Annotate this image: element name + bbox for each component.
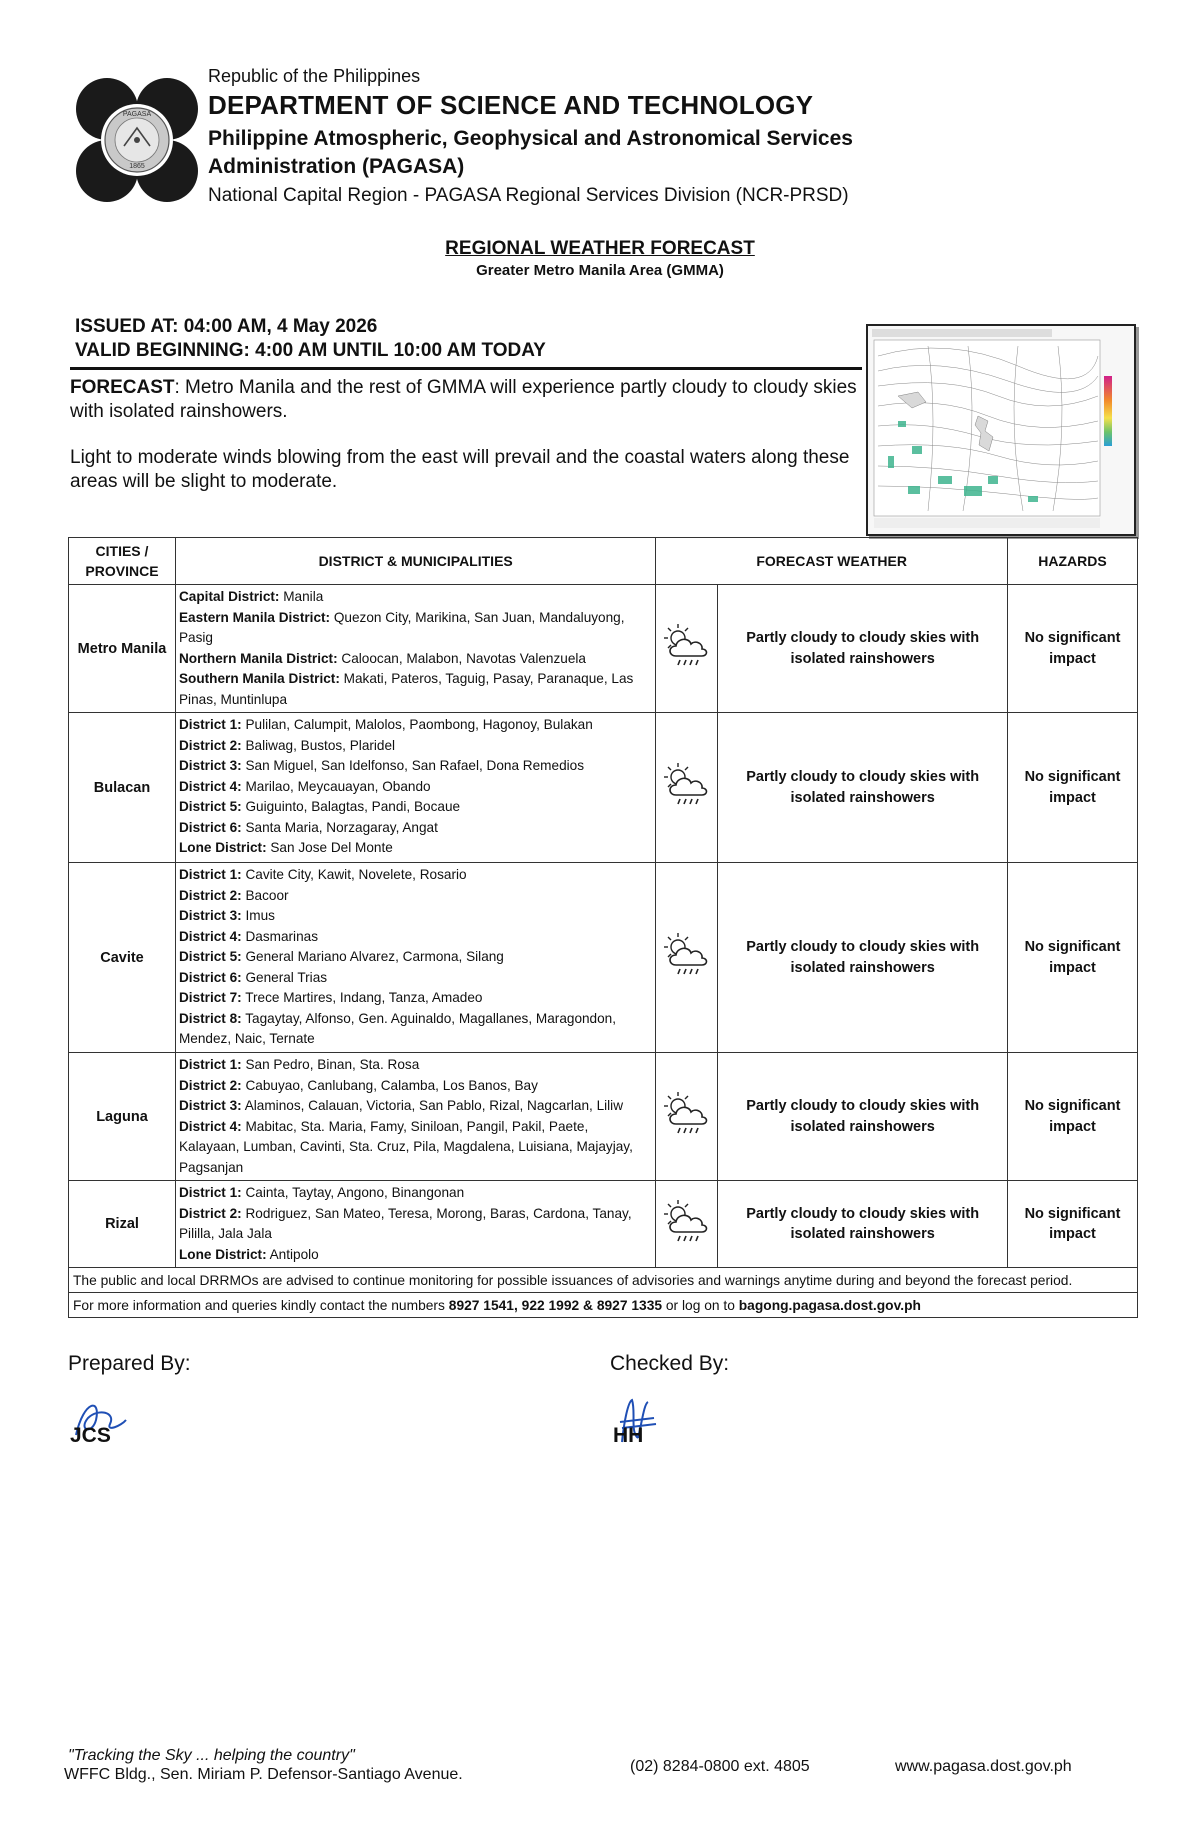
header-forecast: FORECAST WEATHER xyxy=(656,538,1008,585)
hazard-status: No significant impact xyxy=(1008,1181,1138,1268)
district-municipalities: Caloocan, Malabon, Navotas Valenzuela xyxy=(337,650,586,666)
contact-prefix: For more information and queries kindly contact the numbers xyxy=(73,1297,449,1313)
district-label: District 5: xyxy=(178,949,242,964)
table-row xyxy=(69,713,1138,863)
district-municipalities: Marilao, Meycauayan, Obando xyxy=(241,778,431,794)
issued-at: ISSUED AT: 04:00 AM, 4 May 2026 xyxy=(75,316,378,337)
document-title: REGIONAL WEATHER FORECAST xyxy=(445,238,755,259)
table-row xyxy=(69,585,1138,713)
district-label: Lone District: xyxy=(178,1246,267,1262)
district-municipalities: Bacoor xyxy=(241,887,289,903)
partly-cloudy-rain-icon xyxy=(656,713,718,863)
district-label: Eastern Manila District: xyxy=(178,609,331,625)
city-name: Bulacan xyxy=(69,713,176,863)
district-line xyxy=(179,669,652,710)
partly-cloudy-rain-icon xyxy=(656,1053,718,1181)
district-line xyxy=(179,886,652,907)
district-label: Northern Manila District: xyxy=(178,650,338,666)
district-label: District 4: xyxy=(178,778,242,794)
district-line xyxy=(179,777,652,798)
district-label: District 6: xyxy=(178,819,242,835)
district-label: District 8: xyxy=(178,1010,242,1026)
district-line xyxy=(179,927,652,948)
header-districts: DISTRICT & MUNICIPALITIES xyxy=(175,538,655,585)
district-municipalities: San Miguel, San Idelfonso, San Rafael, Dona Remedios xyxy=(241,758,585,773)
district-line xyxy=(179,587,652,608)
hazard-status: No significant impact xyxy=(1008,585,1138,713)
district-line xyxy=(179,838,652,859)
forecast-weather: Partly cloudy to cloudy skies with isolated rainshowers xyxy=(718,1181,1008,1268)
district-municipalities: General Mariano Alvarez, Carmona, Silang xyxy=(241,949,504,964)
district-line xyxy=(179,649,652,670)
district-municipalities: General Trias xyxy=(241,969,328,985)
agency-name-line1: Philippine Atmospheric, Geophysical and Astronomical Services xyxy=(208,127,853,150)
forecast-weather: Partly cloudy to cloudy skies with isolated rainshowers xyxy=(718,1053,1008,1181)
department-name: DEPARTMENT OF SCIENCE AND TECHNOLOGY xyxy=(208,90,814,120)
district-list xyxy=(175,1053,655,1181)
district-list xyxy=(175,863,655,1053)
district-municipalities: Baliwag, Bustos, Plaridel xyxy=(241,737,396,753)
district-label: District 6: xyxy=(178,969,242,985)
district-line xyxy=(179,608,652,649)
district-municipalities: Cavite City, Kawit, Novelete, Rosario xyxy=(241,867,467,882)
district-line xyxy=(179,1055,652,1076)
district-line xyxy=(179,1183,652,1204)
contact-note xyxy=(69,1293,1138,1318)
district-line xyxy=(179,1117,652,1179)
footer-website[interactable]: www.pagasa.dost.gov.ph xyxy=(895,1758,1072,1775)
prepared-initials: JCS xyxy=(70,1424,111,1447)
district-line xyxy=(179,988,652,1009)
district-municipalities: Imus xyxy=(241,908,275,923)
district-label: District 1: xyxy=(178,1185,242,1200)
district-municipalities: Mabitac, Sta. Maria, Famy, Siniloan, Pangil, Pakil, Paete, Kalayaan, Lumban, Cavinti, Sta. Cruz, Pila, Magdalena, Luisiana, Majayjay, Pagsanjan xyxy=(178,1118,633,1175)
agency-name-line2: Administration (PAGASA) xyxy=(208,155,465,178)
district-municipalities: Antipolo xyxy=(266,1246,319,1262)
division-name: National Capital Region - PAGASA Regional Services Division (NCR-PRSD) xyxy=(208,185,849,206)
valid-period: VALID BEGINNING: 4:00 AM UNTIL 10:00 AM TODAY xyxy=(75,340,546,361)
district-line xyxy=(179,1009,652,1050)
district-municipalities: Guiguinto, Balagtas, Pandi, Bocaue xyxy=(241,799,461,814)
header-block xyxy=(208,66,1028,207)
district-municipalities: San Jose Del Monte xyxy=(266,840,393,855)
partly-cloudy-rain-icon xyxy=(656,1181,718,1268)
forecast-summary: : Metro Manila and the rest of GMMA will experience partly cloudy to cloudy skies with isolated rainshowers. xyxy=(70,377,857,422)
city-name: Metro Manila xyxy=(69,585,176,713)
district-line xyxy=(179,947,652,968)
weather-map-image xyxy=(866,324,1136,536)
district-label: District 2: xyxy=(178,1077,242,1093)
district-municipalities: Makati, Pateros, Taguig, Pasay, Paranaque, Las Pinas, Muntinlupa xyxy=(178,671,634,707)
district-municipalities: Trece Martires, Indang, Tanza, Amadeo xyxy=(241,990,483,1005)
district-municipalities: Tagaytay, Alfonso, Gen. Aguinaldo, Magallanes, Maragondon, Mendez, Naic, Ternate xyxy=(178,1010,617,1046)
hazard-status: No significant impact xyxy=(1008,863,1138,1053)
district-line xyxy=(179,968,652,989)
district-line xyxy=(179,906,652,927)
prepared-by-label: Prepared By: xyxy=(68,1352,191,1375)
forecast-table xyxy=(68,537,1138,1318)
district-line xyxy=(179,756,652,777)
forecast-weather: Partly cloudy to cloudy skies with isolated rainshowers xyxy=(718,863,1008,1053)
district-label: District 1: xyxy=(178,867,242,882)
footer-tagline: "Tracking the Sky ... helping the country" xyxy=(68,1747,355,1764)
forecast-weather: Partly cloudy to cloudy skies with isolated rainshowers xyxy=(718,585,1008,713)
district-line xyxy=(179,715,652,736)
district-label: District 2: xyxy=(178,887,242,903)
forecast-winds: Light to moderate winds blowing from the east will prevail and the coastal waters along these areas will be slight to moderate. xyxy=(70,447,850,492)
district-label: District 4: xyxy=(178,1118,242,1134)
district-municipalities: Santa Maria, Norzagaray, Angat xyxy=(241,819,438,835)
district-line xyxy=(179,736,652,757)
district-municipalities: Manila xyxy=(279,589,324,604)
district-label: Capital District: xyxy=(178,589,280,604)
hazard-status: No significant impact xyxy=(1008,1053,1138,1181)
district-line xyxy=(179,818,652,839)
district-municipalities: Dasmarinas xyxy=(241,928,318,944)
contact-mid: or log on to xyxy=(662,1297,739,1313)
contact-numbers: 8927 1541, 922 1992 & 8927 1335 xyxy=(448,1297,663,1313)
partly-cloudy-rain-icon xyxy=(656,585,718,713)
partly-cloudy-rain-icon xyxy=(656,863,718,1053)
svg-text:1865: 1865 xyxy=(129,163,145,170)
district-line xyxy=(179,1096,652,1117)
document-subtitle: Greater Metro Manila Area (GMMA) xyxy=(476,262,724,279)
city-name: Rizal xyxy=(69,1181,176,1268)
district-label: District 3: xyxy=(178,908,242,923)
district-municipalities: San Pedro, Binan, Sta. Rosa xyxy=(241,1057,420,1072)
district-list xyxy=(175,585,655,713)
forecast-text xyxy=(70,376,860,516)
district-label: District 1: xyxy=(178,717,242,732)
district-municipalities: Alaminos, Calauan, Victoria, San Pablo, Rizal, Nagcarlan, Liliw xyxy=(241,1098,624,1113)
checked-by-label: Checked By: xyxy=(610,1352,730,1375)
contact-website[interactable]: bagong.pagasa.dost.gov.ph xyxy=(738,1297,921,1313)
footer-phone: (02) 8284-0800 ext. 4805 xyxy=(630,1758,810,1775)
republic-line: Republic of the Philippines xyxy=(208,66,421,86)
district-list xyxy=(175,1181,655,1268)
table-row xyxy=(69,1181,1138,1268)
hazard-status: No significant impact xyxy=(1008,713,1138,863)
header-hazards: HAZARDS xyxy=(1008,538,1138,585)
footer-address: WFFC Bldg., Sen. Miriam P. Defensor-Santiago Avenue. xyxy=(64,1766,463,1783)
district-line xyxy=(179,1076,652,1097)
district-label: District 1: xyxy=(178,1057,242,1072)
district-list xyxy=(175,713,655,863)
title-block xyxy=(0,238,1200,279)
district-label: District 3: xyxy=(178,1098,242,1113)
district-label: District 2: xyxy=(178,1205,242,1221)
advisory-row xyxy=(69,1268,1138,1293)
city-name: Cavite xyxy=(69,863,176,1053)
district-municipalities: Pulilan, Calumpit, Malolos, Paombong, Hagonoy, Bulakan xyxy=(241,717,593,732)
district-municipalities: Cainta, Taytay, Angono, Binangonan xyxy=(241,1185,465,1200)
district-municipalities: Cabuyao, Canlubang, Calamba, Los Banos, Bay xyxy=(241,1077,538,1093)
district-label: District 7: xyxy=(178,990,242,1005)
district-line xyxy=(179,1204,652,1245)
header-cities: CITIES / PROVINCE xyxy=(69,538,176,585)
district-municipalities: Rodriguez, San Mateo, Teresa, Morong, Baras, Cardona, Tanay, Pililla, Jala Jala xyxy=(178,1205,632,1241)
svg-text:PAGASA: PAGASA xyxy=(122,111,152,118)
district-label: District 4: xyxy=(178,928,242,944)
city-name: Laguna xyxy=(69,1053,176,1181)
pagasa-logo xyxy=(74,76,200,204)
district-label: Lone District: xyxy=(178,840,267,855)
table-row xyxy=(69,1053,1138,1181)
table-row xyxy=(69,863,1138,1053)
checked-initials: HH xyxy=(613,1424,644,1447)
district-line xyxy=(179,797,652,818)
district-line xyxy=(179,865,652,886)
forecast-label: FORECAST xyxy=(70,377,175,398)
district-municipalities: Quezon City, Marikina, San Juan, Mandaluyong, Pasig xyxy=(178,609,625,645)
contact-row xyxy=(69,1293,1138,1318)
table-header-row xyxy=(69,538,1138,585)
district-line xyxy=(179,1245,652,1266)
district-label: District 2: xyxy=(178,737,242,753)
district-label: Southern Manila District: xyxy=(178,671,340,686)
district-label: District 5: xyxy=(178,799,242,814)
forecast-weather: Partly cloudy to cloudy skies with isolated rainshowers xyxy=(718,713,1008,863)
district-label: District 3: xyxy=(178,758,242,773)
issuance-block xyxy=(75,315,546,363)
divider xyxy=(70,367,862,370)
advisory-note: The public and local DRRMOs are advised to continue monitoring for possible issuances of advisories and warnings anytime during and beyond the forecast period. xyxy=(69,1268,1138,1293)
